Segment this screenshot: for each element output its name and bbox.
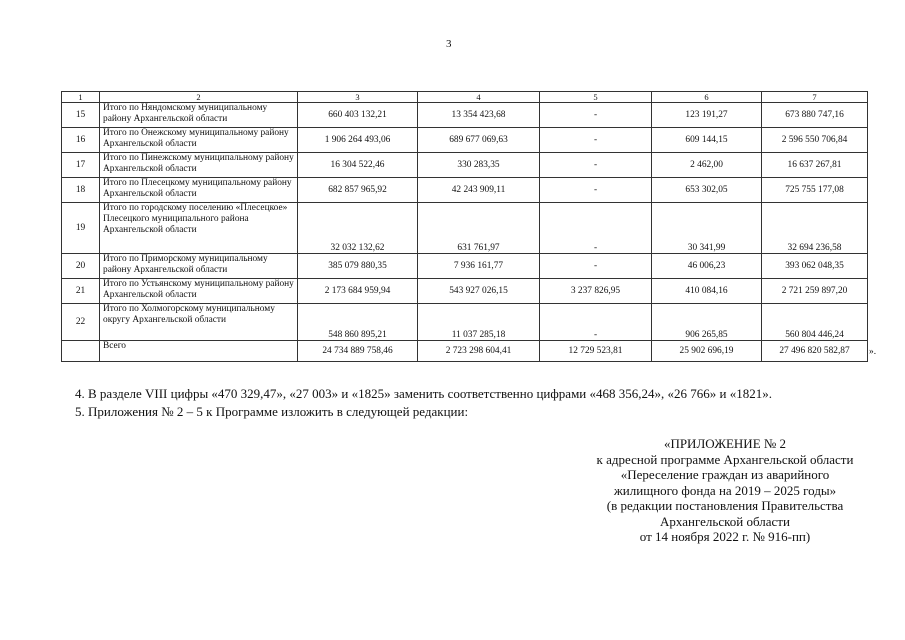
- row-name: Итого по Холмогорскому муниципальному округу Архангельской области: [100, 304, 298, 341]
- row-name: Итого по городскому поселению «Плесецкое» Плесецкого муниципального района Архангельской области: [100, 203, 298, 254]
- data-table: [61, 91, 868, 362]
- row-number: 17: [62, 153, 100, 178]
- row-name: Итого по Онежскому муниципальному району Архангельской области: [100, 128, 298, 153]
- amount-col5: 3 237 826,95: [540, 279, 652, 304]
- table-row: [62, 279, 868, 304]
- total-row: [62, 341, 868, 362]
- row-name: Итого по Няндомскому муниципальному району Архангельской области: [100, 103, 298, 128]
- amount-col5: -: [540, 203, 652, 254]
- table-row: [62, 153, 868, 178]
- table-row: [62, 128, 868, 153]
- row-name: Итого по Плесецкому муниципальному району Архангельской области: [100, 178, 298, 203]
- amount-col5: -: [540, 254, 652, 279]
- amount-col7: 32 694 236,58: [762, 203, 868, 254]
- amount-col7: 673 880 747,16: [762, 103, 868, 128]
- appendix-line: (в редакции постановления Правительства: [606, 498, 844, 513]
- column-header: 7: [762, 92, 868, 103]
- column-header: 2: [100, 92, 298, 103]
- amount-col5: -: [540, 153, 652, 178]
- amount-col4: 11 037 285,18: [418, 304, 540, 341]
- total-col5: 12 729 523,81: [540, 341, 652, 362]
- amount-col3: 32 032 132,62: [298, 203, 418, 254]
- amount-col3: 16 304 522,46: [298, 153, 418, 178]
- amount-col6: 30 341,99: [652, 203, 762, 254]
- empty-cell: [62, 341, 100, 362]
- row-number: 22: [62, 304, 100, 341]
- amount-col7: 560 804 446,24: [762, 304, 868, 341]
- appendix-line: «ПРИЛОЖЕНИЕ № 2: [663, 436, 787, 451]
- row-number: 21: [62, 279, 100, 304]
- table-header-row: [62, 92, 868, 103]
- column-header: 4: [418, 92, 540, 103]
- amount-col5: -: [540, 178, 652, 203]
- paragraph-4: 4. В разделе VIII цифры «470 329,47», «27 003» и «1825» заменить соответственно цифрами «468 356,24», «26 766» и «1821».: [75, 386, 772, 401]
- amount-col3: 548 860 895,21: [298, 304, 418, 341]
- amount-col7: 2 721 259 897,20: [762, 279, 868, 304]
- row-number: 20: [62, 254, 100, 279]
- amount-col4: 42 243 909,11: [418, 178, 540, 203]
- amount-col4: 543 927 026,15: [418, 279, 540, 304]
- amount-col6: 46 006,23: [652, 254, 762, 279]
- amount-col7: 2 596 550 706,84: [762, 128, 868, 153]
- amount-col6: 410 084,16: [652, 279, 762, 304]
- amount-col3: 660 403 132,21: [298, 103, 418, 128]
- total-col4: 2 723 298 604,41: [418, 341, 540, 362]
- total-col6: 25 902 696,19: [652, 341, 762, 362]
- appendix-line: от 14 ноября 2022 г. № 916-пп): [639, 529, 811, 544]
- appendix-line: к адресной программе Архангельской области: [596, 451, 854, 467]
- amount-col3: 385 079 880,35: [298, 254, 418, 279]
- table-row: [62, 254, 868, 279]
- appendix-heading: [560, 436, 890, 545]
- paragraph-5: 5. Приложения № 2 – 5 к Программе изложить в следующей редакции:: [75, 404, 469, 419]
- amount-col3: 2 173 684 959,94: [298, 279, 418, 304]
- amount-col7: 16 637 267,81: [762, 153, 868, 178]
- row-number: 16: [62, 128, 100, 153]
- amount-col3: 1 906 264 493,06: [298, 128, 418, 153]
- appendix-line: Архангельской области: [660, 513, 790, 529]
- amount-col4: 689 677 069,63: [418, 128, 540, 153]
- total-col3: 24 734 889 758,46: [298, 341, 418, 362]
- table-row: [62, 304, 868, 341]
- amount-col5: -: [540, 103, 652, 128]
- amount-col6: 906 265,85: [652, 304, 762, 341]
- amount-col7: 393 062 048,35: [762, 254, 868, 279]
- amount-col5: -: [540, 128, 652, 153]
- table-row: [62, 178, 868, 203]
- row-name: Итого по Приморскому муниципальному району Архангельской области: [100, 254, 298, 279]
- amount-col4: 7 936 161,77: [418, 254, 540, 279]
- table-row: [62, 203, 868, 254]
- closing-quote: ».: [869, 347, 877, 357]
- amount-col7: 725 755 177,08: [762, 178, 868, 203]
- row-name: Итого по Пинежскому муниципальному району Архангельской области: [100, 153, 298, 178]
- row-number: 19: [62, 203, 100, 254]
- page-number: 3: [446, 38, 452, 50]
- amount-col3: 682 857 965,92: [298, 178, 418, 203]
- amount-col4: 330 283,35: [418, 153, 540, 178]
- amount-col6: 123 191,27: [652, 103, 762, 128]
- amount-col4: 13 354 423,68: [418, 103, 540, 128]
- row-number: 18: [62, 178, 100, 203]
- total-label: Всего: [100, 341, 298, 362]
- amount-col6: 609 144,15: [652, 128, 762, 153]
- column-header: 6: [652, 92, 762, 103]
- column-header: 5: [540, 92, 652, 103]
- row-number: 15: [62, 103, 100, 128]
- column-header: 3: [298, 92, 418, 103]
- appendix-line: «Переселение граждан из аварийного: [620, 467, 830, 482]
- amount-col6: 653 302,05: [652, 178, 762, 203]
- amount-col6: 2 462,00: [652, 153, 762, 178]
- appendix-line: жилищного фонда на 2019 – 2025 годы»: [613, 482, 837, 498]
- amount-col4: 631 761,97: [418, 203, 540, 254]
- total-col7: 27 496 820 582,87: [762, 341, 868, 362]
- table-row: [62, 103, 868, 128]
- column-header: 1: [62, 92, 100, 103]
- row-name: Итого по Устьянскому муниципальному району Архангельской области: [100, 279, 298, 304]
- amount-col5: -: [540, 304, 652, 341]
